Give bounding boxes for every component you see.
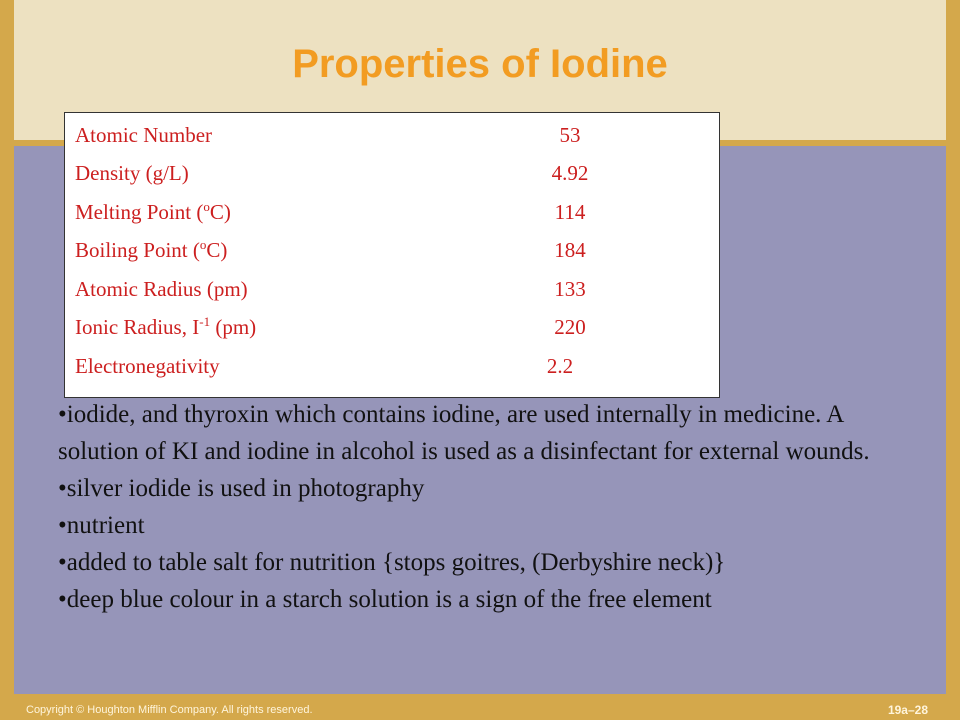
property-row [75,277,715,315]
properties-table [64,112,720,398]
property-label: Ionic Radius, $I^{-1}$ (pm) [75,314,257,339]
property-value: 53 [559,123,581,147]
slide-title: Properties of Iodine [292,42,668,86]
property-row [75,161,715,199]
property-label: Melting Point ($^o$C) [75,199,231,224]
footer-copyright: Copyright © Houghton Mifflin Company. All rights reserved. [26,704,313,716]
bullet-item: •silver iodide is used in photography [58,475,425,502]
property-value: 114 [554,200,586,224]
property-label: Density (g/L) [75,161,189,185]
property-label: Atomic Number [75,123,213,147]
property-label: Atomic Radius (pm) [75,277,248,301]
property-row [75,315,715,353]
property-label: Electronegativity [75,354,220,378]
property-value: 2.2 [546,354,574,378]
property-row [75,354,715,392]
property-value: 220 [554,315,586,339]
property-row [75,238,715,276]
property-value: 4.92 [551,161,589,185]
bullet-list [58,396,918,618]
property-label: Boiling Point ($^o$C) [75,237,228,262]
property-row [75,123,715,161]
property-value: 184 [554,238,586,262]
bullet-item: •deep blue colour in a starch solution is a sign of the free element [58,586,712,613]
bullet-item: •added to table salt for nutrition {stops goitres, (Derbyshire neck)} [58,549,726,576]
property-row [75,200,715,238]
property-value: 133 [554,277,586,301]
bullet-item: •nutrient [58,512,145,539]
page-number: 19a–28 [887,703,928,717]
bullet-item: •iodide, and thyroxin which contains iodine, are used internally in medicine. A solution of KI and iodine in alcohol is used as a disinfectant for external wounds. [58,401,870,465]
